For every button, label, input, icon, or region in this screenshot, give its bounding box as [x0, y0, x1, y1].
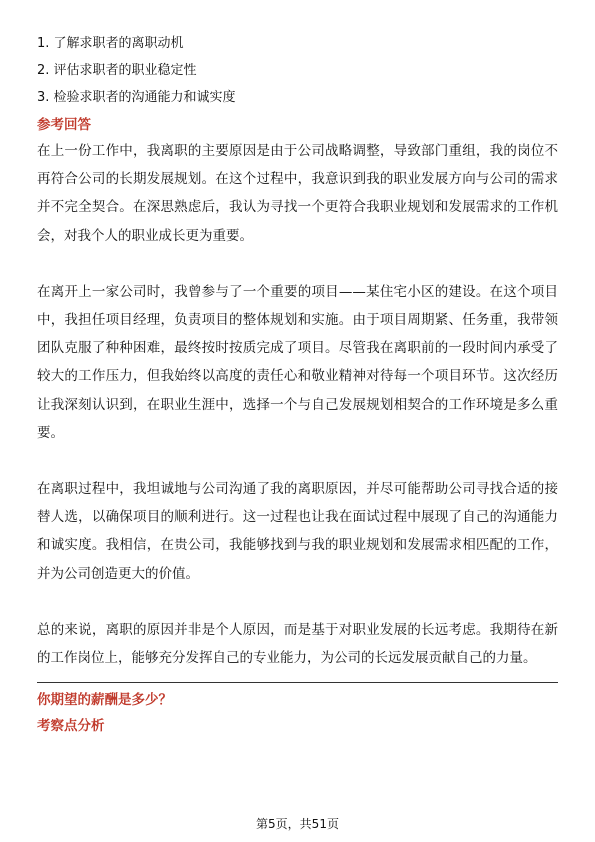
list-item: 2. 评估求职者的职业稳定性: [37, 63, 197, 78]
answer-paragraph: 总的来说，离职的原因并非是个人原因，而是基于对职业发展的长远考虑。我期待在新的工作岗位上，能够充分发挥自己的专业能力，为公司的长远发展贡献自己的力量。: [37, 621, 558, 667]
section-divider: [37, 682, 558, 683]
answer-paragraph: 在上一份工作中，我离职的主要原因是由于公司战略调整，导致部门重组，我的岗位不再符合公司的长期发展规划。在这个过程中，我意识到我的职业发展方向与公司的需求并不完全契合。在深思熟虑后，我认为寻找一个更符合我职业规划和发展需求的工作机会，对我个人的职业成长更为重要。: [37, 143, 558, 244]
paragraph-gap: [37, 447, 558, 475]
paragraph-gap: [37, 588, 558, 616]
list-item: 3. 检验求职者的沟通能力和诚实度: [37, 90, 236, 105]
answer-paragraph: 在离职过程中，我坦诚地与公司沟通了我的离职原因，并尽可能帮助公司寻找合适的接替人选，以确保项目的顺利进行。这一过程也让我在面试过程中展现了自己的沟通能力和诚实度。我相信，在贵公司，我能够找到与我的职业规划和发展需求相匹配的工作，并为公司创造更大的价值。: [37, 481, 558, 582]
question-heading: 你期望的薪酬是多少？: [37, 692, 172, 709]
answer-heading: 参考回答: [37, 117, 91, 133]
answer-paragraph: 在离开上一家公司时，我曾参与了一个重要的项目——某住宅小区的建设。在这个项目中，我担任项目经理，负责项目的整体规划和实施。由于项目周期紧、任务重，我带领团队克服了种种困难，最终按时按质完成了项目。尽管我在离职前的一段时间内承受了较大的工作压力，但我始终以高度的责任心和敬业精神对待每一个项目环节。这次经历让我深刻认识到，在职业生涯中，选择一个与自己发展规划相契合的工作环境是多么重要。: [37, 283, 558, 441]
list-item: 1. 了解求职者的离职动机: [37, 36, 184, 51]
analysis-heading: 考察点分析: [37, 718, 105, 735]
page-content: [37, 30, 558, 739]
paragraph-gap: [37, 250, 558, 278]
page-number: 第5页，共51页: [256, 817, 339, 831]
